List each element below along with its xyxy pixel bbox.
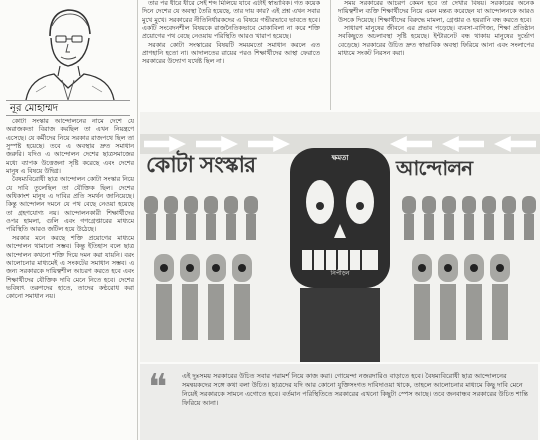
paragraph: বৈষম্যবিরোধী ছাত্র আন্দোলন কোটা সংস্কার নিয়ে যে দাবি তুলেছিল তা যৌক্তিক ছিল। দেশের অধিকাংশ মানুষ এ দাবির প্রতি সমর্থন জানিয়েছে। কিন্তু আন্দোলন দমনে যে পথ বেছে নেওয়া হয়েছে তা গ্রহণযোগ্য নয়। আন্দোলনকারী শিক্ষার্থীদের ওপর হামলা, গুলি এবং গণগ্রেপ্তারের মাধ্যমে পরিস্থিতি আরও জটিল হয়ে উঠেছে। <box>6 176 134 234</box>
skull-graphic <box>290 148 390 362</box>
right-crowd-figures <box>402 196 536 340</box>
right-text-column <box>338 0 534 108</box>
left-text-column <box>6 118 134 440</box>
illustration-title-right: আন্দোলন <box>396 156 473 180</box>
protest-figures-graphic <box>140 112 540 362</box>
skull-teeth-text: নিপীড়ন <box>330 270 350 277</box>
paragraph: সময় সরকারের আচরণ কেমন হবে তা দেখার বিষয়। সরকারের অনেক দায়িত্বশীল ব্যক্তি শিক্ষার্থীদের নিয়ে এমন মন্তব্য করেছেন যা আন্দোলনকে আরও উসকে দিয়েছে। শিক্ষার্থীদের বিরুদ্ধে মামলা, গ্রেপ্তার ও হয়রানি বন্ধ করতে হবে। <box>338 0 534 24</box>
pull-quote-text: এই দুঃসময় সরকারের উচিত সবার পরামর্শ নিয়ে কাজ করা। গোয়েন্দা নজরদারিও বাড়াতে হবে। বৈষম্যবিরোধী ছাত্র আন্দোলনের সমন্বয়কদের সঙ্গে কথা বলা উচিত। ছাত্রদের যদি আর কোনো যুক্তিসংগত দাবিদাওয়া থাকে, তাহলে আলোচনার মাধ্যমে কিছু দাবি মেনে নিয়েই সরকারকে সামনে এগোতে হবে। বর্তমান পরিস্থিতিতে সরকারের এখনো কিছুটা স্পেস আছে। তবে জনবান্ধব সরকারের উচিত শান্তি ফিরিয়ে আনা। <box>182 372 528 407</box>
paragraph: সাধারণ মানুষের জীবনে এর প্রভাব পড়েছে। ব্যবসা-বাণিজ্য, শিক্ষা প্রতিষ্ঠান সবকিছুতে অচলাবস্থা সৃষ্টি হয়েছে। ইন্টারনেট বন্ধ থাকায় মানুষের দুর্ভোগ বেড়েছে। সরকারের উচিত দ্রুত স্বাভাবিক অবস্থা ফিরিয়ে আনা এবং সংলাপের মাধ্যমে সংকট নিরসন করা। <box>338 25 534 58</box>
illustration-title-left: কোটা সংস্কার <box>146 152 256 178</box>
author-byline: নূর মোহাম্মদ <box>6 100 130 116</box>
editorial-illustration <box>140 112 540 362</box>
author-portrait <box>6 0 130 100</box>
paragraph: কোটা সংস্কার আন্দোলনের নামে দেশে যে অরাজকতা বিরাজ করছিল তা এখন নিয়ন্ত্রণে এসেছে। যে কর্মীদের নিয়ে সরকার রাজপথে ছিল তা সুস্পষ্ট হয়েছে। তবে এ অবস্থার দ্রুত সমাধান জরুরি। যদিও এ আন্দোলন দেশের ছাত্রসমাজের মধ্যে ব্যাপক উত্তেজনা সৃষ্টি করেছে এবং দেশের মানুষ এ বিষয়ে উদ্বিগ্ন। <box>6 118 134 176</box>
paragraph: তার পর ধীরে ধীরে সেই শব্দ মিলিয়ে যাবে এটাই স্বাভাবিক। গত কয়েক দিনে দেশের যে অবস্থা তৈরি হয়েছে, তার দায় কার? এই প্রশ্ন এখন সবার মুখে মুখে। সরকারের নীতিনির্ধারকদের এ বিষয়ে গভীরভাবে ভাবতে হবে। একটি সংবেদনশীল বিষয়কে রাজনৈতিকভাবে মোকাবিলা না করে শক্তি প্রয়োগের পথ বেছে নেওয়ায় পরিস্থিতি আরও খারাপ হয়েছে। <box>142 0 320 41</box>
portrait-sketch <box>6 0 130 100</box>
pull-quote-box <box>140 364 538 440</box>
left-crowd-figures <box>144 196 258 340</box>
paragraph: সরকার কোটা সংস্কারের বিষয়টি সময়মতো সমাধান করলে এত প্রাণহানি হতো না। আদালতের রায়ের পরও শিক্ষার্থীদের আস্থা ফেরাতে সরকারের উদ্যোগ যথেষ্ট ছিল না। <box>142 41 320 66</box>
paragraph: সরকার মনে করছে শক্তি প্রয়োগের মাধ্যমে আন্দোলন থামানো সম্ভব। কিন্তু ইতিহাস বলে ছাত্র আন্দোলন কখনো শক্তি দিয়ে দমন করা যায়নি। বরং আলোচনার মাধ্যমেই এ সংকটের সমাধান সম্ভব। এ জন্য সরকারকে দায়িত্বশীল আচরণ করতে হবে এবং শিক্ষার্থীদের যৌক্তিক দাবি মেনে নিতে হবে। দেশের ভবিষ্যৎ তরুণদের হাতে, তাদের কণ্ঠরোধ করা কোনো সমাধান নয়। <box>6 234 134 301</box>
skull-forehead-text: ক্ষমতা <box>331 154 349 162</box>
middle-text-column <box>142 0 320 112</box>
column-divider <box>137 0 138 440</box>
column-divider <box>330 0 331 110</box>
quote-mark-icon: ❝ <box>148 367 168 408</box>
